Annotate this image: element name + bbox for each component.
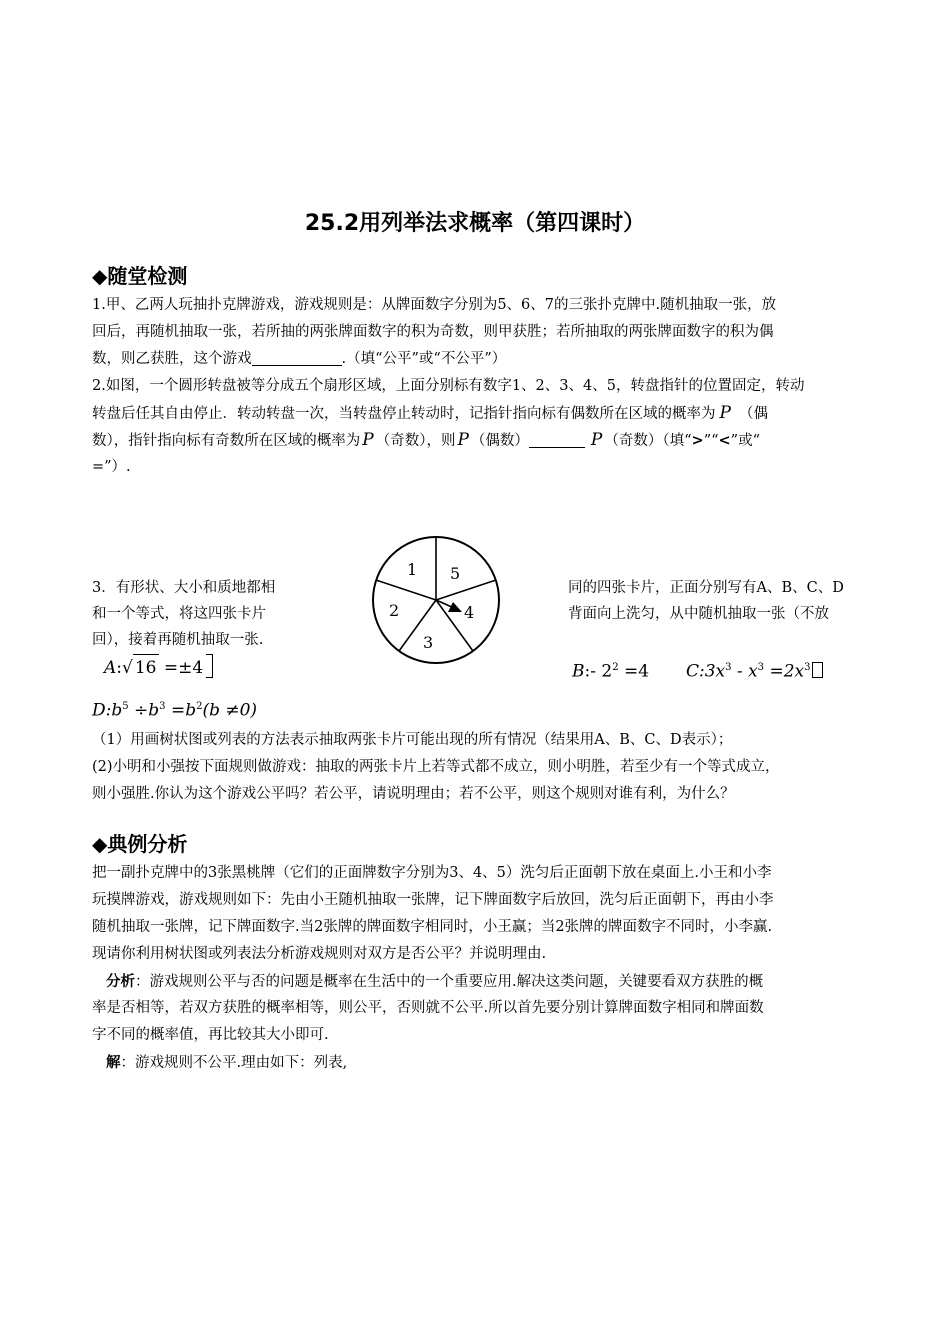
spinner-label-2: 2 [389,601,400,620]
card-d-exp3: 2 [196,701,203,712]
card-d-expr1: :b [105,700,123,721]
q2-p-symbol-4: P [590,430,603,450]
q2-gt-symbol: > [691,432,704,449]
spinner-label-1: 1 [407,560,418,579]
card-b-equation [572,654,649,686]
card-d-expr4: (b ≠0) [202,700,258,721]
q3-sub2-line2: 则小强胜.你认为这个游戏公平吗？若公平，请说明理由；若不公平，则这个规则对谁有利，为什么？ [92,786,735,802]
card-a-label: A [104,658,117,678]
card-d-expr3: =b [165,700,197,721]
section-heading-practice: ◆随堂检测 [92,264,188,288]
card-d-exp2: 3 [159,701,166,712]
analysis-label: 分析 [106,973,135,990]
q2-p-symbol-3: P [457,430,469,450]
q3-sub1: （1）用画树状图或列表的方法表示抽取两张卡片可能出现的所有情况（结果用A、B、C、D表示）； [92,732,733,748]
q2-mid-text: ”“ [703,433,719,449]
q3-left-line3: 回），接着再随机抽取一张. [92,632,264,648]
analysis-text1: ：游戏规则公平与否的问题是概率在生活中的一个重要应用.解决这类问题，关键要看双方获胜的概 [135,974,764,990]
card-a-equation: A:√ 16 =±4 [104,654,213,682]
solution-text: ：游戏规则不公平.理由如下：列表, [120,1055,348,1071]
example-line4: 现请你利用树状图或列表法分析游戏规则对双方是否公平？并说明理由. [92,946,547,962]
card-c-expr3: =2x [764,661,805,682]
card-c-equation [686,654,823,686]
card-b-expr: :- 2 [584,661,613,682]
q2-line2-end: （偶 [738,406,768,422]
solution-line [106,1049,347,1077]
example-line2: 玩摸牌游戏，游戏规则如下：先由小王随机抽取一张牌，记下牌面数字后放回，洗匀后正面朝下，再由小李 [92,892,774,908]
q1-line3 [92,346,506,373]
q2-lt-symbol: < [718,432,731,449]
spinner-label-3: 3 [423,633,434,652]
q3-right-line2: 背面向上洗匀，从中随机抽取一张（不放 [568,606,829,622]
card-c-label: C [686,661,700,682]
q2-p-symbol-2: P [362,430,374,450]
q1-answer-blank[interactable] [252,349,342,366]
q3-left-line1: 3．有形状、大小和质地都相 [92,580,276,596]
spinner-label-5: 5 [450,564,461,583]
card-c-box [812,662,823,678]
spinner-divider-5 [376,580,436,600]
q2-p-symbol: P [719,403,731,423]
card-d-expr2: ÷b [128,700,160,721]
spinner-divider-2 [436,580,496,600]
analysis-line2: 率是否相等，若双方获胜的概率相等，则公平，否则就不公平.所以首先要分别计算牌面数字相同和牌面数 [92,1000,764,1016]
card-c-expr2: - x [731,661,758,682]
q1-line3-text: 数，则乙获胜，这个游戏 [92,351,252,367]
q1-line1: 1.甲、乙两人玩抽扑克牌游戏，游戏规则是：从牌面数字分别为5、6、7的三张扑克牌中.随机抽取一张，放 [92,297,777,313]
q2-line3 [92,427,760,455]
q2-line1: 2.如图，一个圆形转盘被等分成五个扇形区域，上面分别标有数字1、2、3、4、5，转盘指针的位置固定，转动 [92,378,805,394]
card-b-rest: =4 [618,661,650,682]
analysis-line3: 字不同的概率值，再比较其大小即可. [92,1027,329,1043]
q1-line2: 回后，再随机抽取一张，若所抽的两张牌面数字的积为奇数，则甲获胜；若所抽取的两张牌面数字的积为偶 [92,324,774,340]
example-line1: 把一副扑克牌中的3张黑桃牌（它们的正面牌数字分别为3、4、5）洗匀后正面朝下放在桌面上.小王和小李 [92,865,772,881]
card-b-label: B [572,661,585,682]
q2-odd-text: （奇数），则 [375,433,456,449]
q2-even-text: （偶数） [470,433,529,449]
card-a-rest: =±4 [158,658,204,678]
card-c-exp2: 3 [757,662,765,673]
solution-label: 解 [106,1054,121,1071]
spinner-figure [368,532,504,668]
q3-sub2-line1: (2)小明和小强按下面规则做游戏：抽取的两张卡片上若等式都不成立，则小明胜，若至少有一个等式成立， [92,759,780,775]
card-d-label: D [92,700,106,721]
q3-left-line2: 和一个等式，将这四张卡片 [92,606,266,622]
q2-line4: =”）. [92,459,131,475]
example-line3: 随机抽取一张牌，记下牌面数字.当2张牌的牌面数字相同时，小王赢；当2张牌的牌面数字不同时，小李赢. [92,919,773,935]
q3-right-line1: 同的四张卡片，正面分别写有A、B、C、D [568,580,844,596]
spinner-label-4: 4 [464,603,475,622]
card-b-exp: 2 [612,662,619,673]
card-c-expr1: :3x [699,661,726,682]
card-a-radicand: 16 [133,654,159,682]
page-title: 25.2用列举法求概率（第四课时） [304,211,646,236]
card-d-exp1: 5 [122,701,129,712]
card-d-equation [92,693,257,725]
q2-line3-text: 数），指针指向标有奇数所在区域的概率为 [92,433,361,449]
q2-odd2-text: （奇数）（填“ [604,433,692,449]
q2-line2-text: 转盘后任其自由停止．转动转盘一次，当转盘停止转动时，记指针指向标有偶数所在区域的概率为 [92,406,716,422]
q2-or-text: ”或“ [730,433,760,449]
card-c-exp1: 3 [725,662,732,673]
section-heading-example: ◆典例分析 [92,832,188,856]
analysis-line1 [106,968,763,996]
q1-line3-tail: .（填“公平”或“不公平”） [341,351,507,367]
q2-line2 [92,400,768,428]
card-c-exp3: 3 [804,662,811,673]
card-a-bracket [206,654,213,678]
q2-answer-blank[interactable] [529,431,585,448]
